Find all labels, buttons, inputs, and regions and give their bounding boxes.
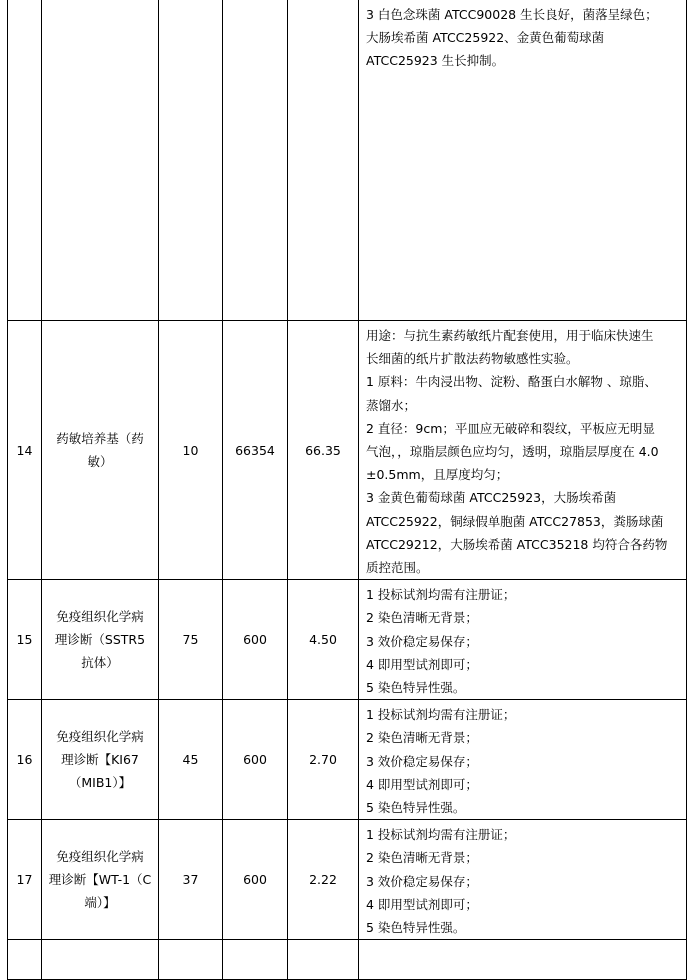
spec-line: 气泡，，琼脂层颜色应均匀，透明，琼脂层厚度在 4.0 <box>366 444 659 460</box>
row-number <box>8 0 42 321</box>
spec-line: 长细菌的纸片扩散法药物敏感性实验。 <box>366 351 579 367</box>
unit-price: 600 <box>223 820 288 940</box>
spec-line: 5 染色特异性强。 <box>366 680 466 696</box>
spec-line: 4 即用型试剂即可； <box>366 656 478 672</box>
total-amount: 2.22 <box>288 820 359 940</box>
total-amount <box>288 940 359 980</box>
quantity: 10 <box>159 321 223 580</box>
spec-line: 大肠埃希菌 ATCC25922、金黄色葡萄球菌 <box>366 30 605 46</box>
spec-cell <box>359 940 687 980</box>
row-number: 14 <box>8 321 42 580</box>
item-name <box>42 0 159 321</box>
total-amount <box>288 0 359 321</box>
total-amount: 66.35 <box>288 321 359 580</box>
table-row <box>8 580 687 700</box>
spec-line: 1 投标试剂均需有注册证； <box>366 587 516 603</box>
spec-line: 用途：与抗生素药敏纸片配套使用，用于临床快速生 <box>366 328 654 343</box>
item-name: 药敏培养基（药 敏） <box>42 321 159 580</box>
row-number: 16 <box>8 700 42 820</box>
spec-line: 1 投标试剂均需有注册证； <box>366 707 516 723</box>
unit-price <box>223 940 288 980</box>
spec-line: 质控范围。 <box>366 560 429 576</box>
unit-price <box>223 0 288 321</box>
item-name: 免疫组织化学病 理诊断【KI67 （MIB1）】 <box>42 700 159 820</box>
item-name: 免疫组织化学病 理诊断（SSTR5 抗体） <box>42 580 159 700</box>
item-name <box>42 940 159 980</box>
spec-line: 2 直径：9cm；平皿应无破碎和裂纹，平板应无明显 <box>366 420 655 436</box>
spec-cell <box>359 700 687 820</box>
spec-line: 蒸馏水； <box>366 397 417 413</box>
spec-cell <box>359 580 687 700</box>
spec-line: ±0.5mm，且厚度均匀； <box>366 467 509 483</box>
spec-line: 5 染色特异性强。 <box>366 920 466 936</box>
spec-line: 1 原料：牛肉浸出物、淀粉、酪蛋白水解物 、琼脂、 <box>366 374 657 390</box>
spec-line: ATCC25922，铜绿假单胞菌 ATCC27853，粪肠球菌 <box>366 513 664 529</box>
row-number: 15 <box>8 580 42 700</box>
item-name: 免疫组织化学病 理诊断【WT-1（C 端）】 <box>42 820 159 940</box>
spec-line: 2 染色清晰无背景； <box>366 850 478 866</box>
spec-line: 2 染色清晰无背景； <box>366 610 478 626</box>
spec-line: ATCC29212，大肠埃希菌 ATCC35218 均符合各药物 <box>366 536 668 552</box>
table-row <box>8 700 687 820</box>
spec-cell <box>359 0 687 321</box>
spec-line: 3 效价稳定易保存； <box>366 873 478 889</box>
unit-price: 600 <box>223 580 288 700</box>
spec-line: 5 染色特异性强。 <box>366 800 466 816</box>
quantity: 45 <box>159 700 223 820</box>
spec-line: 3 效价稳定易保存； <box>366 633 478 649</box>
quantity <box>159 940 223 980</box>
unit-price: 66354 <box>223 321 288 580</box>
spec-line: 4 即用型试剂即可； <box>366 776 478 792</box>
row-number <box>8 940 42 980</box>
procurement-table <box>7 0 687 980</box>
row-number: 17 <box>8 820 42 940</box>
quantity <box>159 0 223 321</box>
unit-price: 600 <box>223 700 288 820</box>
total-amount: 4.50 <box>288 580 359 700</box>
spec-line: 2 染色清晰无背景； <box>366 730 478 746</box>
table-row <box>8 0 687 321</box>
total-amount: 2.70 <box>288 700 359 820</box>
table-row <box>8 820 687 940</box>
spec-cell <box>359 321 687 580</box>
spec-line: 1 投标试剂均需有注册证； <box>366 827 516 843</box>
table-row <box>8 321 687 580</box>
quantity: 37 <box>159 820 223 940</box>
spec-cell <box>359 820 687 940</box>
spec-line: 4 即用型试剂即可； <box>366 896 478 912</box>
spec-line: 3 效价稳定易保存； <box>366 753 478 769</box>
spec-line: ATCC25923 生长抑制。 <box>366 53 505 69</box>
spec-line: 3 白色念珠菌 ATCC90028 生长良好，菌落呈绿色； <box>366 7 658 22</box>
spec-line: 3 金黄色葡萄球菌 ATCC25923，大肠埃希菌 <box>366 490 617 506</box>
table-row <box>8 940 687 980</box>
quantity: 75 <box>159 580 223 700</box>
